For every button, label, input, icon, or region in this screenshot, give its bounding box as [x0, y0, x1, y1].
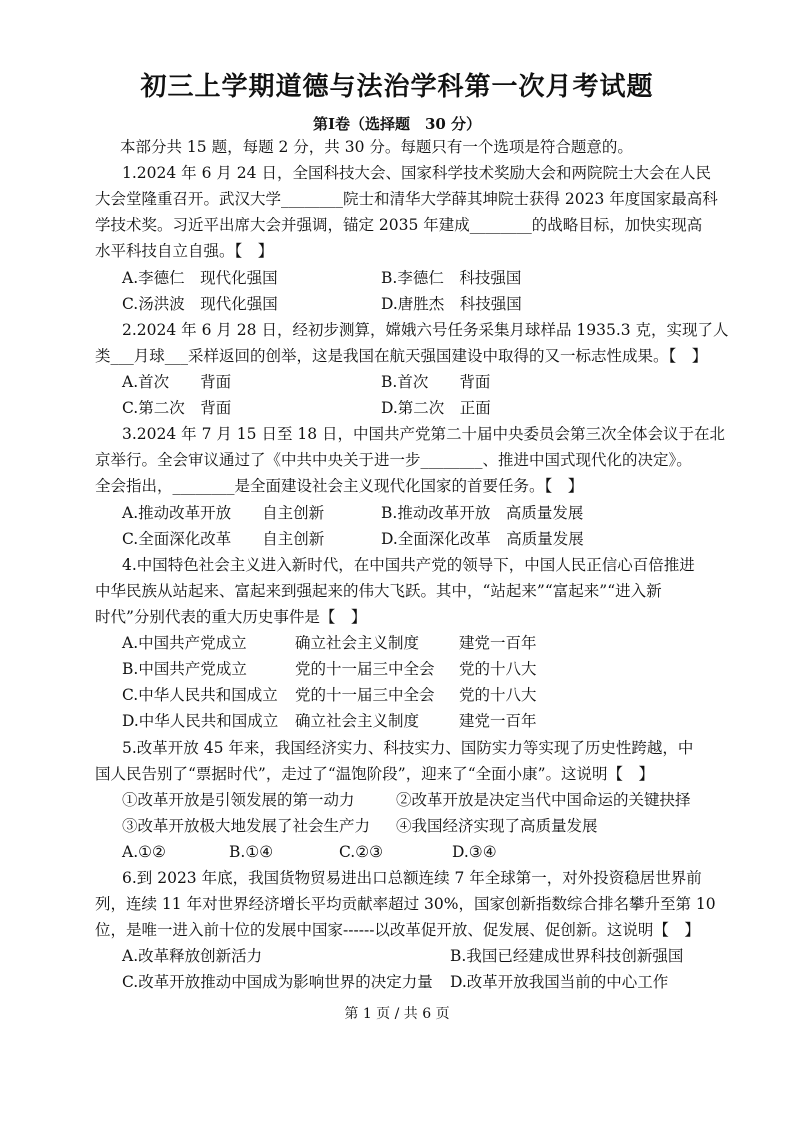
question-3-line-1: 3.2024 年 7 月 15 日至 18 日，中国共产党第二十届中央委员会第三次全体会议于在北	[122, 425, 726, 443]
question-4-line-2: 中华民族从站起来、富起来到强起来的伟大飞跃。其中，“站起来”“富起来”“进入新	[95, 582, 662, 600]
question-4-option-d-event-3: 建党一百年	[459, 712, 537, 730]
question-1-line-3: 学技术奖。习近平出席大会并强调，锚定 2035 年建成________的战略目标，加快实现高	[95, 216, 703, 234]
question-3-option-a: A.推动改革开放 自主创新	[122, 504, 325, 522]
question-6-option-b: B.我国已经建成世界科技创新强国	[450, 947, 684, 965]
question-6-line-1: 6.到 2023 年底，我国货物贸易进出口总额连续 7 年全球第一，对外投资稳居世界前	[122, 869, 702, 887]
question-5-option-a: A.①②	[122, 843, 166, 861]
question-6-line-2: 列，连续 11 年对世界经济增长平均贡献率超过 30%，国家创新指数综合排名攀升至第 10	[95, 895, 716, 913]
question-1-option-a: A.李德仁 现代化强国	[122, 269, 278, 287]
question-2-option-b: B.首次 背面	[381, 373, 491, 391]
question-5-statement-4: ④我国经济实现了高质量发展	[396, 817, 598, 835]
question-2-option-c: C.第二次 背面	[122, 399, 232, 417]
question-4-option-a-event-2: 确立社会主义制度	[295, 634, 420, 652]
question-4-option-a-event-3: 建党一百年	[459, 634, 537, 652]
question-2-option-d: D.第二次 正面	[381, 399, 491, 417]
question-4-option-b-event-2: 党的十一届三中全会	[295, 660, 435, 678]
question-1-line-1: 1.2024 年 6 月 24 日，全国科技大会、国家科学技术奖励大会和两院院士大会在人民	[122, 164, 711, 182]
exam-title: 初三上学期道德与法治学科第一次月考试题	[140, 72, 654, 102]
question-2-option-a: A.首次 背面	[122, 373, 232, 391]
question-3-option-d: D.全面深化改革 高质量发展	[381, 530, 584, 548]
question-5-line-1: 5.改革开放 45 年来，我国经济实力、科技实力、国防实力等实现了历史性跨越，中	[122, 739, 694, 757]
question-5-option-d: D.③④	[452, 843, 497, 861]
question-6-option-c: C.改革开放推动中国成为影响世界的决定力量	[122, 973, 433, 991]
question-4-option-c-event-3: 党的十八大	[459, 686, 537, 704]
question-4-line-1: 4.中国特色社会主义进入新时代，在中国共产党的领导下，中国人民正信心百倍推进	[122, 556, 695, 574]
question-3-line-3: 全会指出，________是全面建设社会主义现代化国家的首要任务。【 】	[95, 477, 584, 495]
question-1-option-b: B.李德仁 科技强国	[381, 269, 522, 287]
question-4-option-d-event-1: D.中华人民共和国成立	[122, 712, 279, 730]
question-4-option-d-event-2: 确立社会主义制度	[295, 712, 420, 730]
section-title: 第Ⅰ卷（选择题 30 分）	[312, 115, 482, 133]
question-3-line-2: 京举行。全会审议通过了《中共中央关于进一步________、推进中国式现代化的决定》。	[95, 451, 692, 469]
question-6-option-a: A.改革释放创新活力	[122, 947, 263, 965]
question-4-option-b-event-1: B.中国共产党成立	[122, 660, 247, 678]
question-2-line-1: 2.2024 年 6 月 28 日，经初步测算，嫦娥六号任务采集月球样品 1935.3 克，实现了人	[122, 321, 729, 339]
question-5-line-2: 国人民告别了“票据时代”，走过了“温饱阶段”，迎来了“全面小康”。这说明【 】	[95, 765, 655, 783]
question-5-statement-3: ③改革开放极大地发展了社会生产力	[122, 817, 371, 835]
question-6-line-3: 位，是唯一进入前十位的发展中国家------以改革促开放、促发展、促创新。这说明【 】	[95, 921, 700, 939]
question-1-line-4: 水平科技自立自强。【 】	[95, 242, 274, 260]
question-1-option-d: D.唐胜杰 科技强国	[381, 295, 522, 313]
question-5-option-b: B.①④	[229, 843, 274, 861]
question-1-option-c: C.汤洪波 现代化强国	[122, 295, 278, 313]
question-5-option-c: C.②③	[339, 843, 384, 861]
question-4-line-3: 时代”分别代表的重大历史事件是【 】	[95, 608, 367, 626]
question-5-statement-2: ②改革开放是决定当代中国命运的关键抉择	[396, 791, 691, 809]
page-footer: 第 1 页 / 共 6 页	[344, 1006, 450, 1022]
question-4-option-b-event-3: 党的十八大	[459, 660, 537, 678]
question-4-option-c-event-1: C.中华人民共和国成立	[122, 686, 278, 704]
instructions: 本部分共 15 题，每题 2 分，共 30 分。每题只有一个选项是符合题意的。	[120, 138, 633, 156]
question-6-option-d: D.改革开放我国当前的中心工作	[450, 973, 669, 991]
question-3-option-b: B.推动改革开放 高质量发展	[381, 504, 584, 522]
question-2-line-2: 类___月球___采样返回的创举，这是我国在航天强国建设中取得的又一标志性成果。【 】	[95, 347, 708, 365]
question-4-option-a-event-1: A.中国共产党成立	[122, 634, 247, 652]
question-3-option-c: C.全面深化改革 自主创新	[122, 530, 325, 548]
question-1-line-2: 大会堂隆重召开。武汉大学________院士和清华大学薛其坤院士获得 2023 年度国家最高科	[95, 190, 718, 208]
question-4-option-c-event-2: 党的十一届三中全会	[295, 686, 435, 704]
question-5-statement-1: ①改革开放是引领发展的第一动力	[122, 791, 355, 809]
